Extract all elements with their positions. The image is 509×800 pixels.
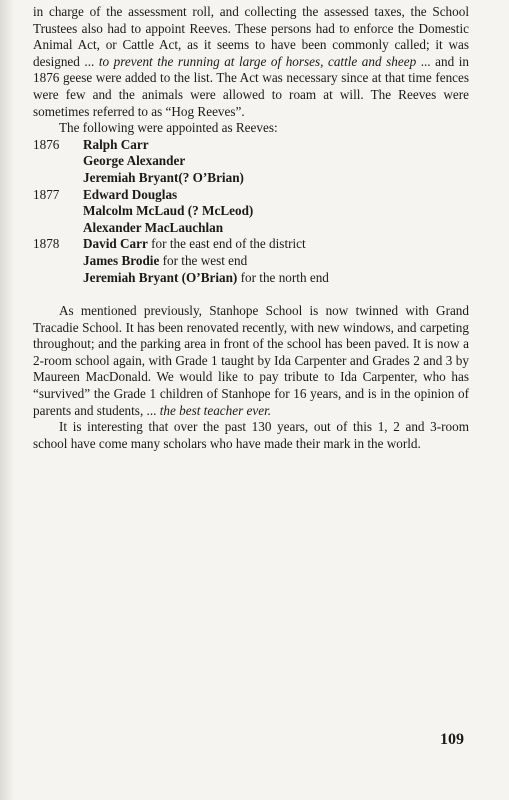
reeve-entry	[33, 170, 469, 187]
reeve-text	[83, 187, 177, 204]
reeve-name: Jeremiah Bryant (O’Brian)	[83, 269, 238, 285]
reeve-text	[83, 253, 247, 270]
reeve-text	[83, 170, 244, 187]
reeve-entry	[33, 153, 469, 170]
paragraph-school-today	[33, 303, 469, 419]
reeve-name: Alexander MacLauchlan	[83, 219, 224, 235]
reeve-entry	[33, 203, 469, 220]
page-body	[33, 4, 469, 452]
reeves-list	[33, 137, 469, 286]
reeve-text	[83, 137, 149, 154]
reeve-year: 1878	[33, 236, 60, 252]
reeve-entry	[33, 270, 469, 287]
reeve-name: Jeremiah Bryant(? O’Brian)	[83, 169, 244, 185]
reeve-note: for the west end	[159, 252, 248, 268]
reeve-text	[83, 270, 329, 287]
text-segment: As mentioned previously, Stanhope School is now twinned with Grand Tracadie School. It has been renovated recently, with new windows, and carpeting throughout; and the parking area in front of the school has been paved. It is now a 2-room school again, with Grade 1 taught by Ida Carpenter and Grades 2 and 3 by Maureen MacDonald. We would like to pay tribute to Ida Carpenter, who has “survived” the Grade 1 children of Stanhope for 16 years, and is in the opinion of parents and students, ...	[33, 303, 469, 418]
text-segment: ... and in 1876 geese were added to the list. The Act was necessary since at that time fences were few and the animals were allowed to roam at will. The Reeves were sometimes referred to as “Hog Reeves”.	[33, 53, 469, 119]
reeve-name: James Brodie	[83, 252, 160, 268]
italic-quote: the best teacher ever.	[159, 402, 272, 418]
page-edge-shadow	[0, 0, 14, 800]
reeve-year	[33, 220, 83, 237]
reeve-name: Edward Douglas	[83, 186, 178, 202]
reeve-entry	[33, 187, 469, 204]
reeve-entry	[33, 253, 469, 270]
text-segment: in charge of the assessment roll, and collecting the assessed taxes, the School Trustees also had to appoint Reeves. These persons had to enforce the Domestic Animal Act, or Cattle Act, as it seems to have been commonly called; it was designed ...	[33, 4, 469, 69]
reeve-year	[33, 253, 83, 270]
reeve-note: for the north end	[237, 269, 329, 285]
reeve-entry	[33, 220, 469, 237]
page-number: 109	[440, 731, 464, 748]
reeves-intro: The following were appointed as Reeves:	[59, 120, 278, 136]
reeve-year	[33, 153, 83, 170]
reeve-name: Malcolm McLaud (? McLeod)	[83, 203, 254, 219]
reeve-year	[33, 270, 83, 287]
reeve-entry	[33, 137, 469, 154]
italic-quote: to prevent the running at large of horses, cattle and sheep	[98, 53, 417, 69]
reeve-year: 1876	[33, 136, 60, 152]
reeve-text	[83, 203, 253, 220]
reeve-entry	[33, 236, 469, 253]
reeve-name: George Alexander	[83, 153, 186, 169]
reeve-year	[33, 170, 83, 187]
reeve-year	[33, 203, 83, 220]
reeve-text	[83, 220, 223, 237]
reeve-text	[83, 153, 185, 170]
reeve-name: Ralph Carr	[83, 136, 149, 152]
paragraph-reeves-duties	[33, 4, 469, 120]
reeve-note: for the east end of the district	[147, 236, 306, 252]
reeve-text	[83, 236, 306, 253]
reeve-name: David Carr	[83, 236, 148, 252]
paragraph-scholars: It is interesting that over the past 130 years, out of this 1, 2 and 3-room school have come many scholars who have made their mark in the world.	[33, 419, 469, 451]
reeve-year: 1877	[33, 186, 60, 202]
